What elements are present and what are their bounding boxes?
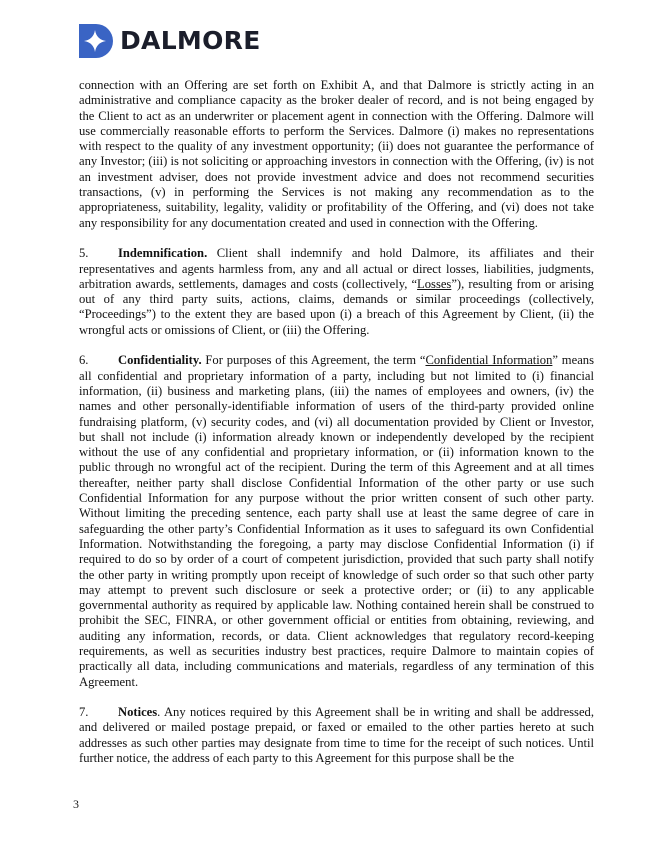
section-notices (79, 705, 594, 766)
section-number: 7. (79, 705, 89, 720)
section-confidentiality (79, 353, 594, 690)
dalmore-d-star-icon (79, 24, 113, 58)
section-text: ” means all confidential and proprietary information of a party, including but not limited to (i) financial information, (ii) business and marketing plans, (iii) the names of employees and owners, (iv) the names and other personally-identifiable information of users of the third-party provided online fundraising platform, (v) security codes, and (vi) all documentation provided by Client or Investor, but shall not include (i) information already known or independently developed by the recipient without the use of any confidential and proprietary information, or (ii) information known to the public through no wrongful act of the recipient. During the term of this Agreement and at all times thereafter, neither party shall disclose Confidential Information of the other party or use such Confidential Information for any purpose without the prior written consent of such other party. Without limiting the preceding sentence, each party shall use at least the same degree of care in safeguarding the other party’s Confidential Information as it uses to safeguard its own Confidential Information. Notwithstanding the foregoing, a party may disclose Confidential Information (i) if required to do so by order of a court of competent jurisdiction, provided that such party shall notify the other party in writing promptly upon receipt of knowledge of such order so that such other party may attempt to prevent such disclosure or seek a protective order; or (ii) to any applicable governmental authority as required by applicable law. Nothing contained herein shall be construed to prohibit the SEC, FINRA, or other government official or entities from obtaining, reviewing, and auditing any information, records, or data. Client acknowledges that regulatory record-keeping requirements, as well as securities industry best practices, require Dalmore to maintain copies of practically all data, including communications and materials, regardless of any termination of this Agreement. (79, 353, 594, 689)
intro-paragraph: connection with an Offering are set forth on Exhibit A, and that Dalmore is strictly acting in an administrative and compliance capacity as the broker dealer of record, and is not being engaged by the Client to act as an underwriter or placement agent in connection with the Offering. Dalmore will use commercially reasonable efforts to perform the Services. Dalmore (i) makes no representations with respect to the quality of any investment opportunity; (ii) does not guarantee the performance of any Investor; (iii) is not soliciting or approaching investors in connection with the Offering, (iv) is not an investment adviser, does not provide investment advice and does not recommend securities transactions, (v) in performing the Services is not making any recommendation as to the appropriateness, suitability, legality, validity or profitability of the Offering, and (vi) does not take any responsibility for any documentation created and used in connection with the Offering. (79, 78, 594, 230)
defined-term: Losses (417, 276, 452, 291)
section-number: 5. (79, 246, 89, 261)
section-text: For purposes of this Agreement, the term “ (201, 353, 426, 368)
section-indemnification (79, 246, 594, 338)
dalmore-logo (79, 24, 261, 58)
section-heading: Indemnification. (118, 246, 208, 261)
section-text: Client shall indemnify and hold Dalmore, its affiliates and their representatives and agents harmless from, any and all actual or direct losses, liabilities, judgments, arbitration awards, settlements, damages and costs (collectively, “ (79, 246, 594, 291)
section-heading: Confidentiality. (118, 353, 202, 368)
section-number: 6. (79, 353, 89, 368)
section-text: . Any notices required by this Agreement shall be in writing and shall be addressed, and delivered or mailed postage prepaid, or faxed or emailed to the other parties hereto at such addresses as such other parties may designate from time to time for the receipt of such notices. Until further notice, the address of each party to this Agreement for this purpose shall be the (79, 705, 594, 766)
document-body (79, 78, 594, 782)
section-heading: Notices (118, 705, 158, 720)
section-text: ”), resulting from or arising out of any third party suits, actions, claims, demands or similar proceedings (collectively, “Proceedings”) to the extent they are based upon (i) a breach of this Agreement by Client, (ii) the wrongful acts or omissions of Client, or (iii) the Offering. (79, 276, 594, 337)
brand-name: DALMORE (120, 26, 261, 55)
page-number: 3 (73, 797, 79, 811)
defined-term: Confidential Information (425, 353, 553, 368)
